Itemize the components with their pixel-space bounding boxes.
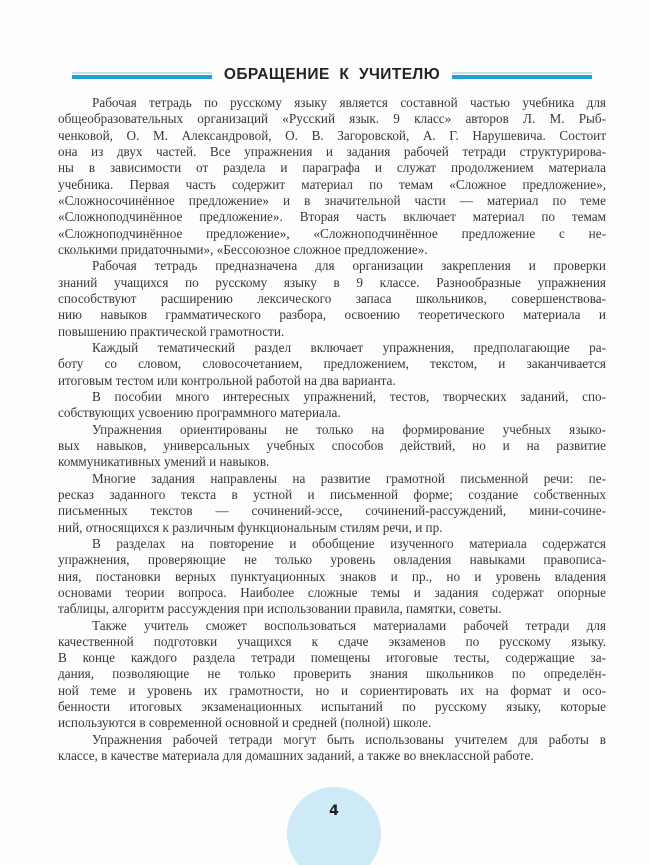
page-number-circle — [287, 787, 381, 865]
text-line: Рабочая тетрадь по русскому языку является составной частью учебника для — [92, 95, 606, 110]
text-line: нию навыков грамматического разбора, освоению теоретического материала и — [58, 307, 606, 323]
paragraph — [58, 340, 606, 389]
page-number: 4 — [329, 803, 339, 819]
text-line: она из двух частей. Все упражнения и задания рабочей тетради структурирова- — [58, 143, 606, 159]
text-line: таблицы, алгоритм рассуждения при использовании правила, памятки, советы. — [58, 601, 502, 617]
text-line: «Сложноподчинённое предложение». Вторая часть включает материал по темам — [58, 209, 606, 225]
text-line: Также учитель сможет воспользоваться материалами рабочей тетради для — [92, 617, 606, 633]
section-header — [58, 64, 606, 86]
text-column — [58, 64, 606, 764]
text-line: сколькими придаточными», «Бессоюзное сложное предложение». — [58, 241, 428, 257]
text-line: вых навыков, универсальных учебных способов действий, но и на развитие — [58, 437, 606, 453]
paragraph — [58, 471, 606, 536]
body-text — [58, 95, 606, 764]
text-line: Рабочая тетрадь предназначена для организации закрепления и проверки — [92, 258, 606, 274]
text-line: ной теме и уровень их грамотности, но и сориентировать их на формат и осо- — [58, 682, 606, 698]
text-line: Каждый тематический раздел включает упражнения, предполагающие ра- — [92, 339, 606, 355]
paragraph — [58, 422, 606, 471]
text-line: используются в современной основной и средней (полной) школе. — [58, 715, 432, 731]
text-line: общеобразовательных организаций «Русский язык. 9 класс» авторов Л. М. Рыб- — [58, 111, 606, 127]
text-line: Многие задания направлены на развитие грамотной письменной речи: пе- — [92, 470, 606, 486]
text-line: ния, постановки верных пунктуационных знаков и пр., но и уровень владения — [58, 568, 606, 584]
paragraph — [58, 95, 606, 258]
text-line: дания, позволяющие не только проверить знания школьников по определён- — [58, 666, 606, 682]
paragraph — [58, 618, 606, 732]
text-line: письменных текстов — сочинений-эссе, сочинений-рассуждений, мини-сочине- — [58, 503, 606, 519]
text-line: способствуют расширению лексического запаса школьников, совершенствова- — [58, 290, 606, 306]
paragraph — [58, 389, 606, 422]
text-line: повышению практической грамотности. — [58, 323, 285, 339]
text-line: В разделах на повторение и обобщение изученного материала содержатся — [92, 535, 606, 551]
paragraph — [58, 258, 606, 340]
text-line: В пособии много интересных упражнений, тестов, творческих заданий, спо- — [92, 388, 606, 404]
text-line: упражнения, проверяющие не только уровень овладения навыками правописа- — [58, 552, 606, 568]
text-line: собствующих усвоению программного материала. — [58, 405, 341, 421]
text-line: ны в зависимости от раздела и параграфа и служат продолжением материала — [58, 160, 606, 176]
text-line: ресказ заданного текста в устной и письменной форме; создание собственных — [58, 486, 606, 502]
text-line: качественной подготовки учащихся к сдаче экзаменов по русскому языку. — [58, 633, 606, 649]
text-line: боту со словом, словосочетанием, предложением, текстом, и заканчивается — [58, 356, 606, 372]
text-line: коммуникативных умений и навыков. — [58, 454, 270, 470]
text-line: ченковой, О. М. Александровой, О. В. Загоровской, А. Г. Нарушевича. Состоит — [58, 127, 606, 143]
paragraph — [58, 536, 606, 618]
text-line: «Сложносочинённое предложение» и в значительной части — материал по теме — [58, 192, 606, 208]
text-line: учебника. Первая часть содержит материал по темам «Сложное предложение», — [58, 176, 606, 192]
page-title: ОБРАЩЕНИЕ К УЧИТЕЛЮ — [223, 66, 441, 83]
text-line: В конце каждого раздела тетради помещены итоговые тесты, содержащие за- — [58, 650, 606, 666]
paragraph — [58, 732, 606, 765]
text-line: итоговым тестом или контрольной работой на два варианта. — [58, 372, 396, 388]
text-line: основами теории вопроса. Наиболее сложные темы и задания содержат опорные — [58, 584, 606, 600]
text-line: «Сложноподчинённое предложение», «Сложноподчинённое предложение с не- — [58, 225, 606, 241]
text-line: ний, относящихся к различным функциональным стилям речи, и пр. — [58, 519, 443, 535]
title-rule-right — [452, 72, 592, 79]
text-line: классе, в качестве материала для домашних заданий, а также во внеклассной работе. — [58, 748, 534, 764]
text-line: знаний учащихся по русскому языку в 9 классе. Разнообразные упражнения — [58, 274, 606, 290]
title-rule-left — [72, 72, 212, 79]
text-line: Упражнения ориентированы не только на формирование учебных языко- — [92, 421, 606, 437]
text-line: Упражнения рабочей тетради могут быть использованы учителем для работы в — [92, 731, 606, 747]
text-line: бенности итоговых экзаменационных испытаний по русскому языку, которые — [58, 699, 606, 715]
